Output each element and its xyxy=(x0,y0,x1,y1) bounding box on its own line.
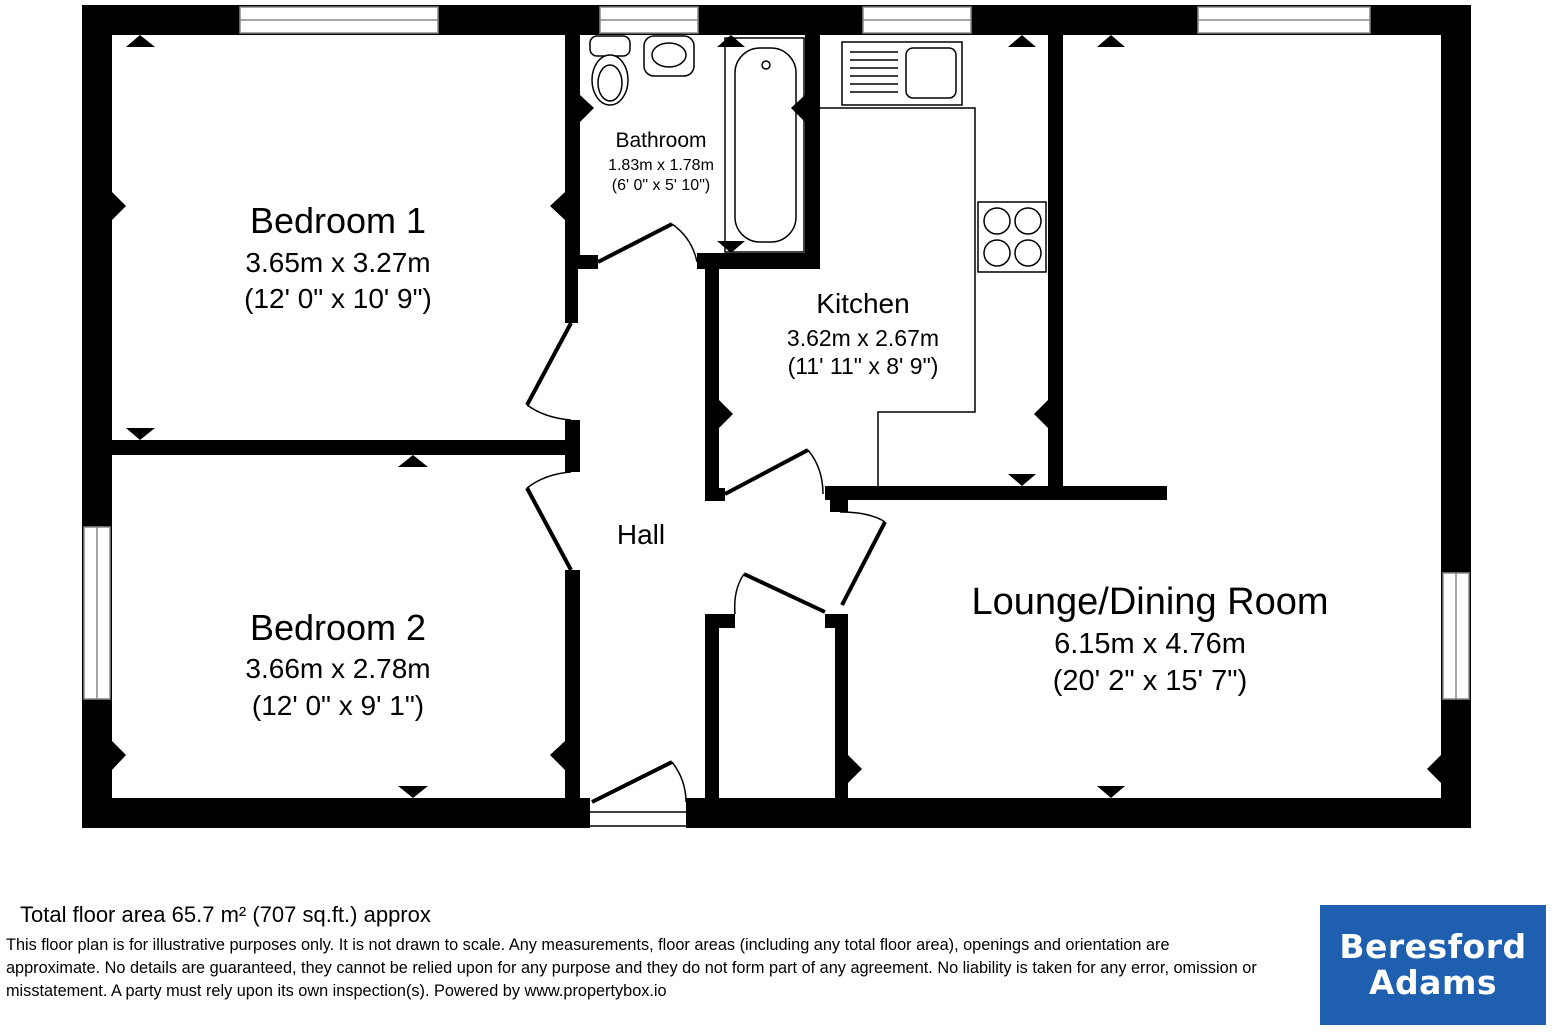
door-bedroom1 xyxy=(527,323,571,420)
room-dim-imperial-bedroom1: (12' 0" x 10' 9") xyxy=(244,283,432,314)
room-dim-metric-bathroom: 1.83m x 1.78m xyxy=(608,157,714,174)
basin-icon xyxy=(644,36,694,76)
room-dim-imperial-kitchen: (11' 11" x 8' 9") xyxy=(787,353,939,379)
bath-icon xyxy=(725,38,804,252)
room-dim-metric-bedroom1: 3.65m x 3.27m xyxy=(245,247,431,278)
agency-logo xyxy=(1320,905,1546,1025)
room-dim-imperial-bathroom: (6' 0" x 5' 10") xyxy=(611,177,711,194)
door-bathroom xyxy=(598,224,697,262)
window-lounge-right xyxy=(1443,573,1469,699)
room-name-bathroom: Bathroom xyxy=(615,129,707,152)
room-dim-imperial-lounge: (20' 2" x 15' 7") xyxy=(1052,665,1248,697)
room-name-kitchen: Kitchen xyxy=(816,288,910,319)
room-kitchen xyxy=(787,288,939,379)
sink-icon xyxy=(842,42,962,105)
room-name-lounge: Lounge/Dining Room xyxy=(971,581,1329,623)
logo-line-2: Adams xyxy=(1369,963,1497,1002)
room-dim-metric-bedroom2: 3.66m x 2.78m xyxy=(245,653,431,684)
door-cupboard xyxy=(735,574,825,614)
toilet-icon xyxy=(590,36,630,105)
door-entrance xyxy=(588,762,688,826)
room-bedroom2 xyxy=(245,607,430,721)
window-bedroom2 xyxy=(84,527,110,699)
door-bedroom2 xyxy=(527,472,571,570)
room-name-hall: Hall xyxy=(616,519,666,550)
room-hall xyxy=(617,519,665,550)
room-dim-imperial-bedroom2: (12' 0" x 9' 1") xyxy=(251,690,425,721)
room-bathroom xyxy=(608,129,714,194)
logo-line-1: Beresford xyxy=(1339,927,1527,966)
disclaimer-text: This floor plan is for illustrative purposes only. It is not drawn to scale. Any measurements, floor areas (including any total floor area), openings and orientation are approximate. No details are guaranteed, they cannot be relied upon for any purpose and they do not form part of any agreement. No liability is taken for any error, omission or misstatement. A party must rely upon its own inspection(s). Powered by www.propertybox.io xyxy=(6,936,1257,1000)
door-kitchen xyxy=(725,450,823,494)
room-dim-metric-lounge: 6.15m x 4.76m xyxy=(1054,628,1246,660)
room-bedroom1 xyxy=(244,200,432,314)
room-name-bedroom2: Bedroom 2 xyxy=(249,607,427,648)
room-name-bedroom1: Bedroom 1 xyxy=(249,200,427,241)
hob-icon xyxy=(978,202,1046,272)
window-bedroom1 xyxy=(240,7,438,33)
window-kitchen xyxy=(863,7,971,33)
room-lounge xyxy=(971,581,1328,697)
room-dim-metric-kitchen: 3.62m x 2.67m xyxy=(786,325,940,351)
total-floor-area: Total floor area 65.7 m² (707 sq.ft.) approx xyxy=(20,902,431,927)
window-bathroom xyxy=(600,7,698,33)
window-lounge-top xyxy=(1198,7,1370,33)
door-lounge xyxy=(840,512,885,605)
